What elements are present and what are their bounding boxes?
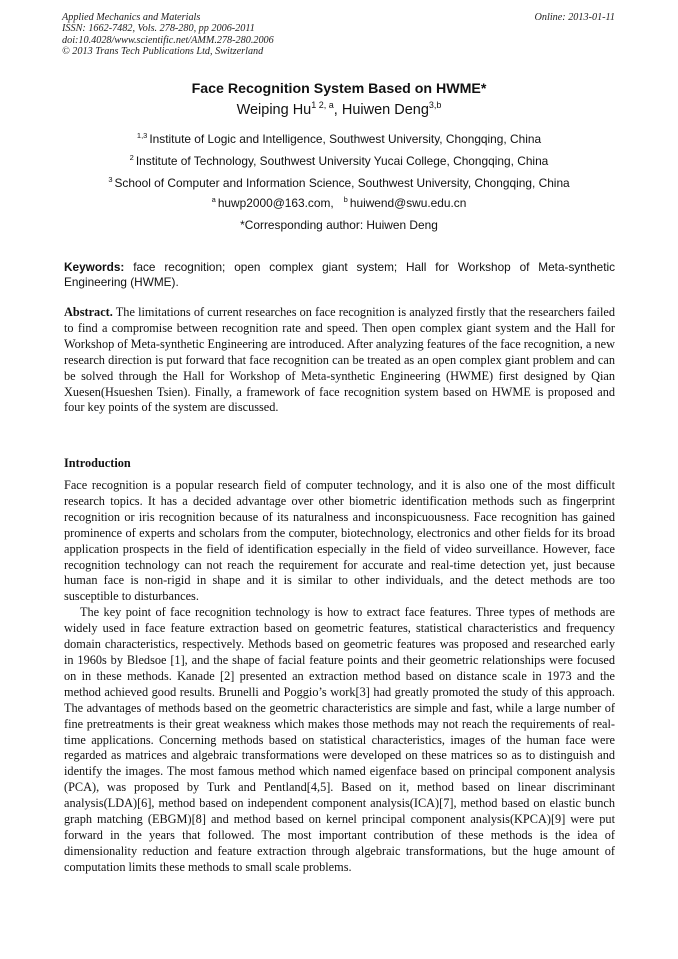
author-superscript: 3,b xyxy=(428,100,442,110)
email-line xyxy=(0,195,678,210)
author-line xyxy=(0,100,678,118)
author-superscript: 1 2, a xyxy=(311,100,334,110)
abstract-label: Abstract. xyxy=(64,305,113,319)
abstract-text: The limitations of current researches on face recognition is analyzed firstly that the researchers failed to find a compromise between recognition rate and speed. Then open complex giant system and the Hall for Workshop of Meta-synthetic Engineering are introduced. After analyzing features of the face recognition, a new research direction is put forward that face recognition can be treated as an open complex giant problem and can be solved through the Hall for Workshop of Meta-synthetic Engineering (HWME) first designed by Qian Xuesen(Hsueshen Tsien). Finally, a framework of face recognition system based on HWME is proposed and four key points of the system are discussed. xyxy=(64,305,615,415)
body-paragraph: The key point of face recognition technology is how to extract face features. Three types of methods are widely used in face feature extraction based on geometric features, statistical characteristics and frequency domain characteristics, respectively. Methods based on geometric features was proposed and researched early in 1960s by Bledsoe [1], and the shape of facial feature points and their geometric relationships were focused on in these methods. Kanade [2] presented an extraction method based on distance scale in 1973 and the method achieved good results. Brunelli and Poggio’s work[3] had greatly promoted the study of this approach. The advantages of methods based on the geometric characteristics are simple and fast, while a large number of fine pretreatments is their great weakness which makes those methods may not reach the requirements of real-time applications. Concerning methods based on statistical characteristics, images of the human face were regarded as matrices and algebraic transformations were developed on these matrices so as to distinguish and identify the images. The most famous method which named eigenface based on principal component analysis (PCA), was proposed by Turk and Pentland[4,5]. Based on it, method based on linear discriminant analysis(LDA)[6], method based on independent component analysis(ICA)[7], method based on elastic bunch graph matching (EBGM)[8] and method based on kernel principal component analysis(KPCA)[9] were put forward in the years that followed. The most important contribution of these methods is the idea of dimensionality reduction and feature extraction through algebraic transformations, but the huge amount of computation limits these methods to small scale problems. xyxy=(64,605,615,874)
email-superscript: a xyxy=(211,195,216,204)
email-address: huiwend@swu.edu.cn xyxy=(349,196,467,210)
email-address: huwp2000@163.com, xyxy=(217,196,334,210)
online-date: Online: 2013-01-11 xyxy=(534,12,615,23)
affiliation-superscript: 1,3 xyxy=(136,131,148,140)
body-paragraph: Face recognition is a popular research field of computer technology, and it is also one of the most difficult research topics. It has a decided advantage over other biometric identification methods such as fingerprint recognition or iris recognition because of its naturalness and inconspicuousness. Face recognition has gained prominence of experts and scholars from the computer, biotechnology, electronics and other fields for its broad application prospects in the field of identification especially in the field of video surveillance. However, face recognition technology can not reach the requirement for accurate and real-time detection yet, just because human face is non-rigid in shape and it is similar to other individuals, and the detect methods are too susceptible to disturbances. xyxy=(64,478,615,604)
affiliation-1 xyxy=(0,131,678,146)
affiliation-3 xyxy=(0,175,678,190)
doi-line: doi:10.4028/www.scientific.net/AMM.278-280.2006 xyxy=(62,34,274,46)
affiliation-text: School of Computer and Information Science, Southwest University, Chongqing, China xyxy=(114,176,570,190)
journal-header xyxy=(62,12,422,58)
paper-title: Face Recognition System Based on HWME* xyxy=(191,81,487,97)
issn-line: ISSN: 1662-7482, Vols. 278-280, pp 2006-2011 xyxy=(62,23,255,35)
keywords-label: Keywords: xyxy=(64,260,125,274)
introduction-body xyxy=(64,478,615,876)
keywords-block xyxy=(64,260,615,290)
affiliation-superscript: 2 xyxy=(129,153,134,162)
affiliation-text: Institute of Technology, Southwest University Yucai College, Chongqing, China xyxy=(135,154,549,168)
author-name: Huiwen Deng xyxy=(341,102,429,118)
email-superscript: b xyxy=(343,195,348,204)
copyright-line: © 2013 Trans Tech Publications Ltd, Switzerland xyxy=(62,46,264,58)
corresponding-author: *Corresponding author: Huiwen Deng xyxy=(240,218,438,232)
affiliation-2 xyxy=(0,153,678,168)
affiliation-text: Institute of Logic and Intelligence, Southwest University, Chongqing, China xyxy=(149,132,542,146)
journal-name: Applied Mechanics and Materials xyxy=(62,12,201,23)
author-name: Weiping Hu xyxy=(236,102,312,118)
affiliation-superscript: 3 xyxy=(108,175,113,184)
section-heading: Introduction xyxy=(64,456,131,470)
keywords-text: face recognition; open complex giant system; Hall for Workshop of Meta-synthetic Engineering (HWME). xyxy=(64,260,616,289)
author-separator: , xyxy=(333,102,342,118)
abstract-block xyxy=(64,305,615,416)
